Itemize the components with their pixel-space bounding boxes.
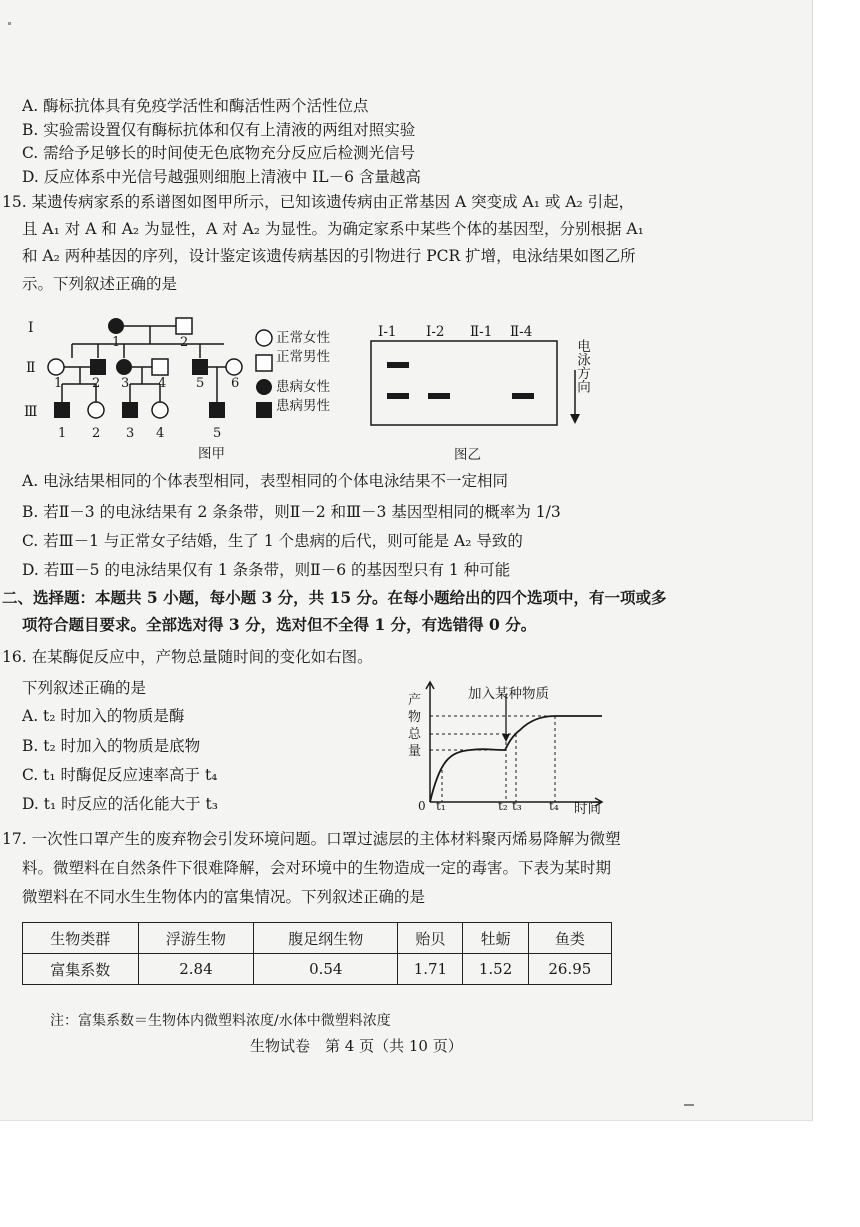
q15-option-d: D. 若Ⅲ－5 的电泳结果仅有 1 条条带，则Ⅱ－6 的基因型只有 1 种可能: [22, 561, 511, 579]
scan-speck: [8, 22, 11, 25]
gel-band-i2: [428, 393, 450, 399]
q15-option-c: C. 若Ⅲ－1 与正常女子结婚，生了 1 个患病的后代，则可能是 A₂ 导致的: [22, 532, 523, 550]
table-header-cell: 鱼类: [528, 923, 611, 954]
q17-stem-line-2: 料。微塑料在自然条件下很难降解，会对环境中的生物造成一定的毒害。下表为某时期: [22, 859, 612, 877]
gen2-number-2: 2: [92, 376, 101, 391]
gen2-number-5: 5: [196, 376, 205, 391]
table-cell: 2.84: [138, 954, 254, 985]
q15-stem-line-1: 15. 某遗传病家系的系谱图如图甲所示，已知该遗传病由正常基因 A 突变成 A₁ 或 A₂ 引起，: [2, 193, 635, 211]
gen1-number-2: 2: [180, 335, 189, 350]
graph-tick-t2: t₂: [498, 799, 508, 813]
legend-normal-male-label: 正常男性: [276, 349, 330, 365]
table-cell: 1.71: [398, 954, 463, 985]
pedigree-ii3-affected-female: [116, 359, 132, 375]
table-cell: 0.54: [254, 954, 398, 985]
q16-stem-line-1: 16. 在某酶促反应中，产物总量随时间的变化如右图。: [2, 648, 373, 666]
q16-option-d: D. t₁ 时反应的活化能大于 t₃: [22, 795, 218, 813]
table-header-cell: 腹足纲生物: [254, 923, 398, 954]
gel-lane-label-4: Ⅱ-4: [510, 324, 533, 340]
page-footer: 生物试卷 第 4 页（共 10 页）: [250, 1037, 463, 1055]
gel-lane-label-2: Ⅰ-2: [426, 324, 445, 340]
gen3-number-4: 4: [156, 426, 165, 441]
gen3-number-3: 3: [126, 426, 135, 441]
table-header-row: [23, 923, 612, 954]
pedigree-ii5-affected-male: [192, 359, 208, 375]
table-header-cell: 浮游生物: [138, 923, 254, 954]
q17-stem-line-3: 微塑料在不同水生生物体内的富集情况。下列叙述正确的是: [22, 888, 426, 906]
pedigree-iii1-affected-male: [54, 402, 70, 418]
legend-affected-male-icon: [256, 402, 272, 418]
legend-normal-female-label: 正常女性: [276, 330, 330, 346]
legend-affected-male-label: 患病男性: [276, 398, 330, 414]
pedigree-iii2-normal-female: [88, 402, 104, 418]
gen2-number-3: 3: [121, 376, 130, 391]
gen2-number-1: 1: [54, 376, 63, 391]
q14-option-a: A. 酶标抗体具有免疫学活性和酶活性两个活性位点: [22, 97, 369, 115]
gen2-number-4: 4: [158, 376, 167, 391]
gel-direction-label: 电泳方向: [574, 339, 590, 393]
q15-option-b: B. 若Ⅱ－3 的电泳结果有 2 条条带，则Ⅱ－2 和Ⅲ－3 基因型相同的概率为 1/3: [22, 503, 561, 521]
gen-label-ii: Ⅱ: [26, 360, 36, 376]
q15-stem-line-4: 示。下列叙述正确的是: [22, 275, 178, 293]
pedigree-ii6-normal-female: [226, 359, 242, 375]
pedigree-caption: 图甲: [198, 446, 225, 462]
graph-origin-label: 0: [418, 799, 426, 813]
gen3-number-1: 1: [58, 426, 67, 441]
gel-band-i1-upper: [387, 362, 409, 368]
table-header-cell: 牡蛎: [463, 923, 528, 954]
scan-speck: [684, 1104, 694, 1106]
pedigree-iii4-normal-female: [152, 402, 168, 418]
microplastic-table: [22, 922, 612, 985]
graph-tick-t1: t₁: [436, 799, 446, 813]
legend-normal-male-icon: [256, 355, 272, 371]
gel-lane-label-3: Ⅱ-1: [470, 324, 493, 340]
graph-x-label: 时间: [574, 801, 601, 817]
legend-affected-female-label: 患病女性: [276, 379, 330, 395]
gel-band-i1-lower: [387, 393, 409, 399]
pedigree-iii3-affected-male: [122, 402, 138, 418]
table-cell: 26.95: [528, 954, 611, 985]
table-header-cell: 生物类群: [23, 923, 139, 954]
q14-option-d: D. 反应体系中光信号越强则细胞上清液中 IL－6 含量越高: [22, 168, 421, 186]
gen2-number-6: 6: [231, 376, 240, 391]
pedigree-i2-normal-male: [176, 318, 192, 334]
gen1-number-1: 1: [112, 335, 121, 350]
gen-label-i: Ⅰ: [28, 320, 34, 336]
pedigree-i1-affected-female: [108, 318, 124, 334]
gen3-number-5: 5: [213, 426, 222, 441]
gel-lane-label-1: Ⅰ-1: [378, 324, 397, 340]
pedigree-iii5-affected-male: [209, 402, 225, 418]
gel-caption: 图乙: [454, 447, 481, 463]
q16-option-c: C. t₁ 时酶促反应速率高于 t₄: [22, 766, 218, 784]
legend-affected-female-icon: [256, 379, 272, 395]
table-cell: 1.52: [463, 954, 528, 985]
gen-label-iii: Ⅲ: [24, 404, 38, 420]
q15-stem-line-3: 和 A₂ 两种基因的序列，设计鉴定该遗传病基因的引物进行 PCR 扩增，电泳结果如图乙所: [22, 247, 636, 265]
q14-option-b: B. 实验需设置仅有酶标抗体和仅有上清液的两组对照实验: [22, 121, 416, 139]
legend-normal-female-icon: [256, 330, 272, 346]
table-header-cell: 贻贝: [398, 923, 463, 954]
q15-stem-line-2: 且 A₁ 对 A 和 A₂ 为显性，A 对 A₂ 为显性。为确定家系中某些个体的基因型，分别根据 A₁: [22, 220, 644, 238]
graph-y-label: 产物总量: [408, 693, 422, 759]
section-2-heading-line-2: 项符合题目要求。全部选对得 3 分，选对但不全得 1 分，有选错得 0 分。: [22, 615, 537, 634]
q14-option-c: C. 需给予足够长的时间使无色底物充分反应后检测光信号: [22, 144, 416, 162]
graph-annotation: 加入某种物质: [468, 686, 549, 702]
table-row: [23, 954, 612, 985]
gen3-number-2: 2: [92, 426, 101, 441]
pedigree-ii4-normal-male: [152, 359, 168, 375]
graph-tick-t3: t₃: [512, 799, 522, 813]
gel-band-ii4: [512, 393, 534, 399]
q16-stem-line-2: 下列叙述正确的是: [22, 679, 147, 697]
graph-tick-t4: t₄: [549, 799, 559, 813]
section-2-heading-line-1: 二、选择题：本题共 5 小题，每小题 3 分，共 15 分。在每小题给出的四个选项中，有一项或多: [2, 588, 667, 607]
table-note: 注：富集系数＝生物体内微塑料浓度/水体中微塑料浓度: [50, 1013, 391, 1029]
q16-option-a: A. t₂ 时加入的物质是酶: [22, 707, 185, 725]
q15-option-a: A. 电泳结果相同的个体表型相同，表型相同的个体电泳结果不一定相同: [22, 472, 509, 490]
pedigree-ii2-affected-male: [90, 359, 106, 375]
q17-stem-line-1: 17. 一次性口罩产生的废弃物会引发环境问题。口罩过滤层的主体材料聚丙烯易降解为微塑: [2, 830, 621, 848]
table-cell: 富集系数: [23, 954, 139, 985]
q16-option-b: B. t₂ 时加入的物质是底物: [22, 737, 201, 755]
pedigree-ii1-normal-female: [48, 359, 64, 375]
